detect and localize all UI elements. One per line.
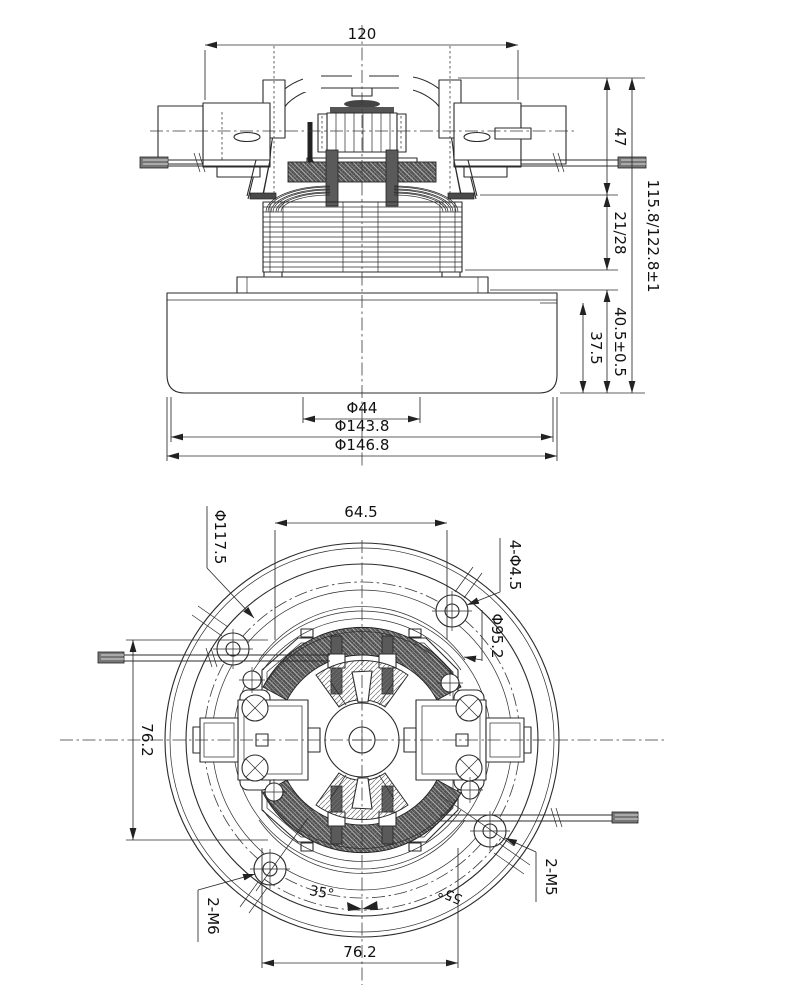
tap-right-label: 2-M5 <box>542 858 560 896</box>
label-tap-left <box>198 874 255 942</box>
angle-left-label: 35° <box>308 883 336 904</box>
label-spigot <box>464 610 506 661</box>
dim-top-width-label: 64.5 <box>344 503 378 521</box>
label-tap-right <box>505 838 560 902</box>
dia-hub-label: Φ44 <box>346 399 378 417</box>
winding-strap-left <box>326 150 338 206</box>
dim-upper-label: 47 <box>611 127 629 147</box>
dim-bottom-width <box>262 848 458 968</box>
dim-bottom-width-label: 76.2 <box>343 943 377 961</box>
mounting-hole-upper-right <box>432 567 482 631</box>
dim-width-top-label: 120 <box>347 25 377 43</box>
mounting-hole-upper-left <box>192 606 253 669</box>
label-bolt-circle <box>207 506 254 618</box>
dim-top-width <box>275 503 447 640</box>
dim-fan-inner-label: 37.5 <box>587 331 605 365</box>
dim-left-height-label: 76.2 <box>138 723 156 757</box>
dia-overall-label: Φ146.8 <box>334 436 390 454</box>
winding-strap-right <box>386 150 398 206</box>
lamination-stack <box>263 202 462 278</box>
mounting-plate <box>237 277 488 293</box>
dim-stack-label: 21/28 <box>611 211 629 255</box>
angle-right-label: 55° <box>435 882 465 907</box>
plan-view <box>60 503 665 985</box>
dia-body-label: Φ143.8 <box>334 417 390 435</box>
holes-label: 4-Φ4.5 <box>506 539 524 591</box>
tap-left-label: 2-M6 <box>204 897 222 935</box>
dia-spigot-label: Φ95.2 <box>488 613 506 659</box>
dim-diameters-bottom <box>167 397 557 461</box>
dim-fan-label: 40.5±0.5 <box>611 307 629 377</box>
dia-bolt-circle-label: Φ117.5 <box>211 509 229 565</box>
dim-total-label: 115.8/122.8±1 <box>644 179 662 293</box>
side-view <box>140 25 662 468</box>
mounting-hole-lower-left <box>240 849 290 913</box>
